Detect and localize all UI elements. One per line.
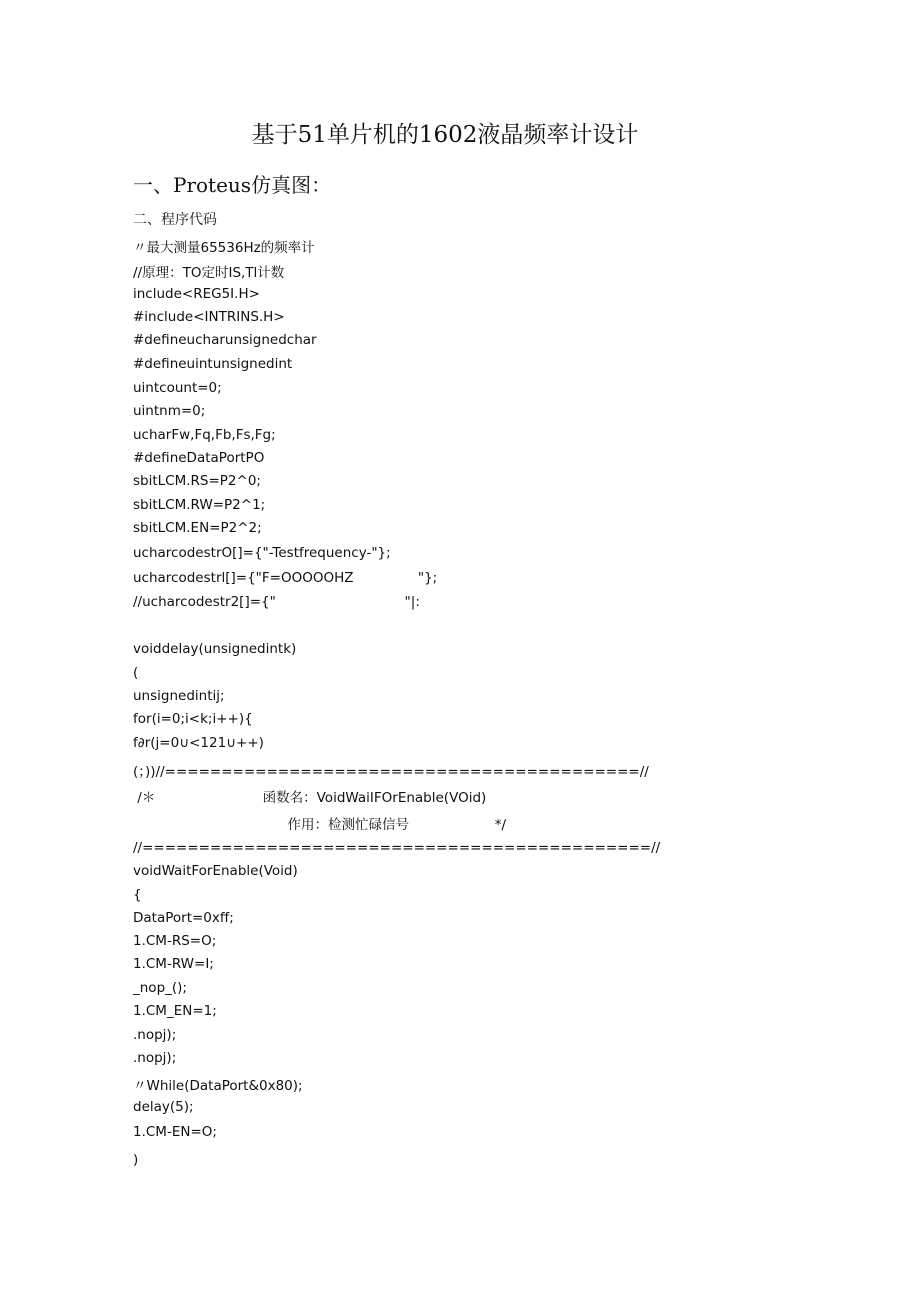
code-line: voiddelay(unsignedintk) [133, 641, 297, 657]
code-line: //ucharcodestr2[]={" "|: [133, 594, 420, 610]
code-line: 〃While(DataPort&0x80); [133, 1078, 303, 1094]
code-line: sbitLCM.RS=P2^0; [133, 473, 261, 489]
code-line: for(i=0;i<k;i++){ [133, 711, 253, 727]
code-line: /＊ 函数名：VoidWaiIFOrEnable(VOid) [133, 790, 487, 806]
code-line: ucharcodestrO[]={"-Testfrequency-"}; [133, 545, 391, 561]
code-line: DataPort=0xff; [133, 910, 234, 926]
section-heading-simulation: 一、Proteus仿真图： [133, 173, 332, 197]
code-line: voidWaitForEnable(Void) [133, 863, 298, 879]
code-line: _nop_(); [133, 980, 187, 996]
code-line: #include<INTRINS.H> [133, 309, 285, 325]
code-line: #defineDataPortPO [133, 450, 265, 466]
code-line: delay(5); [133, 1099, 194, 1115]
code-line: include<REG5I.H> [133, 286, 260, 302]
code-line: f∂r(j=0∪<121∪++) [133, 735, 264, 751]
code-line: ucharcodestrl[]={"F=OOOOOHZ "}; [133, 570, 438, 586]
code-line: unsignedintij; [133, 688, 225, 704]
code-line: sbitLCM.EN=P2^2; [133, 520, 262, 536]
code-line: 〃最大测量65536Hz的频率计 [133, 240, 315, 256]
code-line: 1.CM_EN=1; [133, 1003, 217, 1019]
code-line: .nopj); [133, 1027, 177, 1043]
code-line: 作用：检测忙碌信号 *∕ [133, 817, 507, 833]
section-heading-code: 二、程序代码 [133, 212, 217, 228]
code-line: uintnm=0; [133, 403, 206, 419]
code-line: sbitLCM.RW=P2^1; [133, 497, 266, 513]
code-line: { [133, 887, 142, 903]
document-title: 基于51单片机的1602液晶频率计设计 [251, 122, 639, 148]
code-line: 1.CM-EN=O; [133, 1124, 217, 1140]
code-line: .nopj); [133, 1050, 177, 1066]
code-line: 1.CM-RS=O; [133, 933, 217, 949]
code-line: ucharFw,Fq,Fb,Fs,Fg; [133, 427, 276, 443]
code-line: //=============================================// [133, 840, 661, 856]
code-line: ) [133, 1152, 139, 1168]
code-line: 1.CM-RW=I; [133, 956, 214, 972]
code-line: ( [133, 665, 139, 681]
code-line: //原理：TO定时IS,Tl计数 [133, 265, 285, 281]
code-line: #defineucharunsignedchar [133, 332, 317, 348]
code-line: (；))//==========================================// [133, 764, 649, 780]
code-line: uintcount=0; [133, 380, 222, 396]
code-line: #defineuintunsignedint [133, 356, 293, 372]
